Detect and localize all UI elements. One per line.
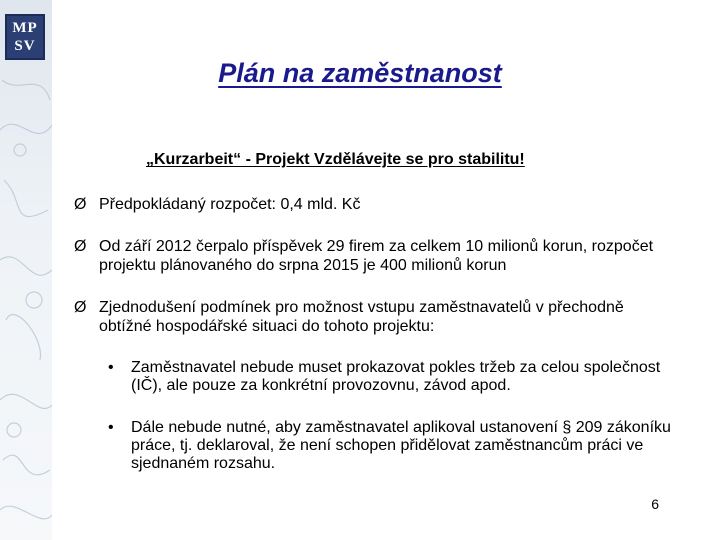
- sub-bullet-item: [108, 419, 671, 473]
- decorative-sidebar: [0, 0, 52, 540]
- logo-line-1: MP: [12, 20, 38, 36]
- sub-bullet-item: [108, 359, 671, 395]
- sub-bullet-text: Zaměstnavatel nebude muset prokazovat pokles tržeb za celou společnost (IČ), ale pouze za konkrétní provozovnu, závod apod.: [131, 359, 661, 394]
- logo-line-2: SV: [14, 38, 36, 54]
- mpsv-logo: [5, 14, 45, 60]
- slide-title: Plán na zaměstnanost: [218, 58, 502, 88]
- sub-bullet-text: Dále nebude nutné, aby zaměstnavatel aplikoval ustanovení § 209 zákoníku práce, tj. deklaroval, že není schopen přidělovat zaměstnancům práci ve sjednaném rozsahu.: [131, 419, 671, 472]
- page-number: 6: [651, 496, 659, 512]
- arrow-bullet-icon: Ø: [74, 299, 87, 316]
- dot-bullet-icon: •: [108, 419, 114, 436]
- slide-subtitle: „Kurzarbeit“ - Projekt Vzdělávejte se pro stabilitu!: [146, 151, 525, 168]
- arrow-bullet-icon: Ø: [74, 238, 87, 255]
- bullet-item: [74, 237, 669, 275]
- bullet-text: Od září 2012 čerpalo příspěvek 29 firem za celkem 10 milionů korun, rozpočet projektu plánovaného do srpna 2015 je 400 milionů korun: [99, 238, 654, 274]
- bullet-item: [74, 298, 669, 336]
- bullet-text: Zjednodušení podmínek pro možnost vstupu zaměstnavatelů v přechodně obtížné hospodářské situaci do tohoto projektu:: [99, 299, 624, 335]
- arrow-bullet-icon: Ø: [74, 196, 87, 213]
- dot-bullet-icon: •: [108, 359, 114, 376]
- bullet-text: Předpokládaný rozpočet: 0,4 mld. Kč: [99, 196, 361, 213]
- sidebar-pattern: [0, 0, 52, 540]
- bullet-item: [74, 195, 669, 214]
